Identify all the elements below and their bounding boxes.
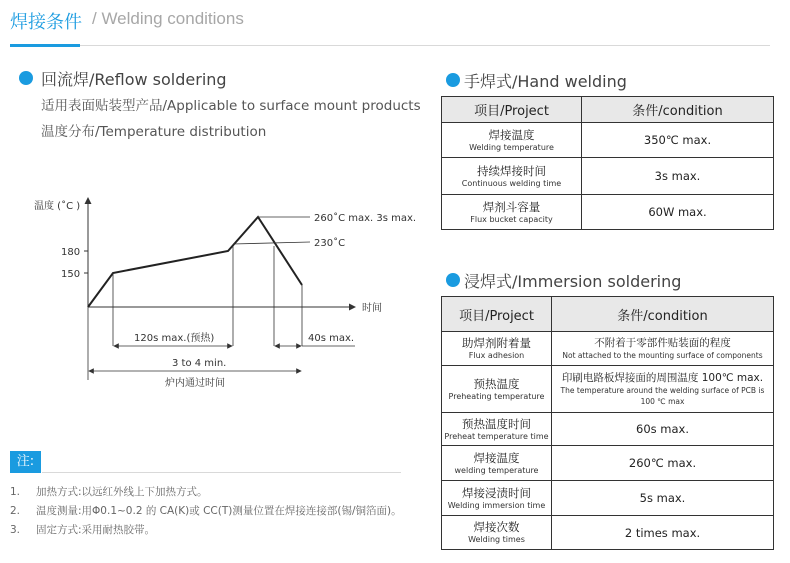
table-row (442, 413, 774, 446)
label-230: 230˚C (314, 238, 346, 249)
bullet-dot-icon (446, 73, 460, 87)
note-text: 固定方式:采用耐热胶带。 (36, 524, 156, 536)
item-cn: 焊接浸渍时间 (462, 485, 531, 500)
item-value-cn: 印刷电路板焊接面的周围温度 100℃ max. (561, 372, 764, 384)
x-axis-label: 时间 (362, 303, 382, 314)
immersion-title: 浸焊式/Immersion soldering (464, 272, 682, 291)
table-header: 项目/Project (442, 297, 552, 332)
item-value: 350℃ max. (582, 123, 774, 158)
y-tick-label: 180 (61, 247, 81, 258)
peak-label: 260˚C max. 3s max. (314, 213, 417, 224)
total-label: 3 to 4 min. (172, 358, 227, 369)
above230-label: 40s max. (308, 333, 355, 344)
note-number: 2. (10, 505, 21, 517)
page-title-cn: 焊接条件 (10, 12, 82, 33)
item-value: 5s max. (552, 481, 774, 516)
table-row (442, 332, 774, 366)
table-row (442, 366, 774, 413)
item-cn: 持续焊接时间 (477, 163, 546, 178)
hand-title: 手焊式/Hand welding (464, 72, 627, 91)
item-value-cn: 不附着于零部件贴装面的程度 (594, 337, 731, 349)
note-item (10, 503, 402, 518)
note-number: 1. (10, 486, 21, 498)
note-item (10, 522, 155, 537)
table-row (442, 195, 774, 230)
item-value-en: The temperature around the welding surface of PCB is 100 ℃ max (560, 386, 765, 406)
reflow-title: 回流焊/Reflow soldering (41, 70, 227, 89)
reflow-applicable: 适用表面贴装型产品/Applicable to surface mount products (41, 98, 421, 114)
total-caption: 炉内通过时间 (165, 378, 225, 389)
item-cn: 预热温度 (473, 376, 520, 391)
item-en: Preheating temperature (448, 391, 545, 401)
note-number: 3. (10, 524, 21, 536)
item-en: Flux adhesion (468, 351, 525, 360)
table-header: 条件/condition (552, 297, 774, 332)
item-cn: 助焊剂附着量 (462, 336, 531, 350)
table-row (442, 123, 774, 158)
bullet-dot-icon (446, 273, 460, 287)
item-value: 60s max. (552, 413, 774, 446)
temperature-profile-line (88, 217, 302, 307)
reflow-profile-chart (0, 190, 420, 390)
immersion-table (441, 296, 774, 550)
header-divider (10, 45, 770, 46)
reflow-temp-distribution: 温度分布/Temperature distribution (41, 124, 267, 140)
header-accent-bar (10, 44, 80, 47)
hand-welding-table (441, 96, 774, 230)
item-cn: 焊剂斗容量 (482, 199, 541, 214)
item-cn: 焊接温度 (488, 127, 535, 142)
item-value: 3s max. (582, 158, 774, 195)
item-cn: 焊接次数 (473, 520, 520, 534)
table-header: 项目/Project (442, 97, 582, 123)
table-row (442, 516, 774, 550)
preheat-label: 120s max.(预热) (134, 333, 215, 344)
y-axis-label: 温度 (˚C ) (34, 201, 81, 212)
table-row (442, 446, 774, 481)
item-value: 260℃ max. (552, 446, 774, 481)
item-en: welding temperature (454, 465, 539, 475)
item-en: Welding immersion time (447, 500, 546, 510)
leader-230 (233, 242, 310, 244)
item-value: 60W max. (582, 195, 774, 230)
item-en: Continuous welding time (461, 178, 562, 188)
y-tick-label: 150 (61, 269, 81, 280)
note-item (10, 484, 208, 499)
item-value-en: Not attached to the mounting surface of components (562, 351, 763, 360)
item-en: Welding times (468, 535, 525, 544)
item-en: Welding temperature (469, 142, 554, 152)
item-en: Preheat temperature time (444, 431, 549, 441)
page-title-en: / Welding conditions (92, 9, 244, 28)
item-value: 2 times max. (552, 516, 774, 550)
table-header: 条件/condition (582, 97, 774, 123)
table-row (442, 481, 774, 516)
note-text: 加热方式:以远红外线上下加热方式。 (36, 486, 208, 498)
item-cn: 焊接温度 (473, 450, 520, 465)
notes-divider (42, 472, 401, 473)
table-row (442, 158, 774, 195)
notes-label: 注: (10, 451, 41, 473)
item-en: Flux bucket capacity (470, 214, 553, 224)
item-cn: 预热温度时间 (462, 416, 531, 431)
note-text: 温度测量:用Φ0.1~0.2 的 CA(K)或 CC(T)测量位置在焊接连接部(锡/铜箔面)。 (36, 505, 402, 517)
bullet-dot-icon (19, 71, 33, 85)
